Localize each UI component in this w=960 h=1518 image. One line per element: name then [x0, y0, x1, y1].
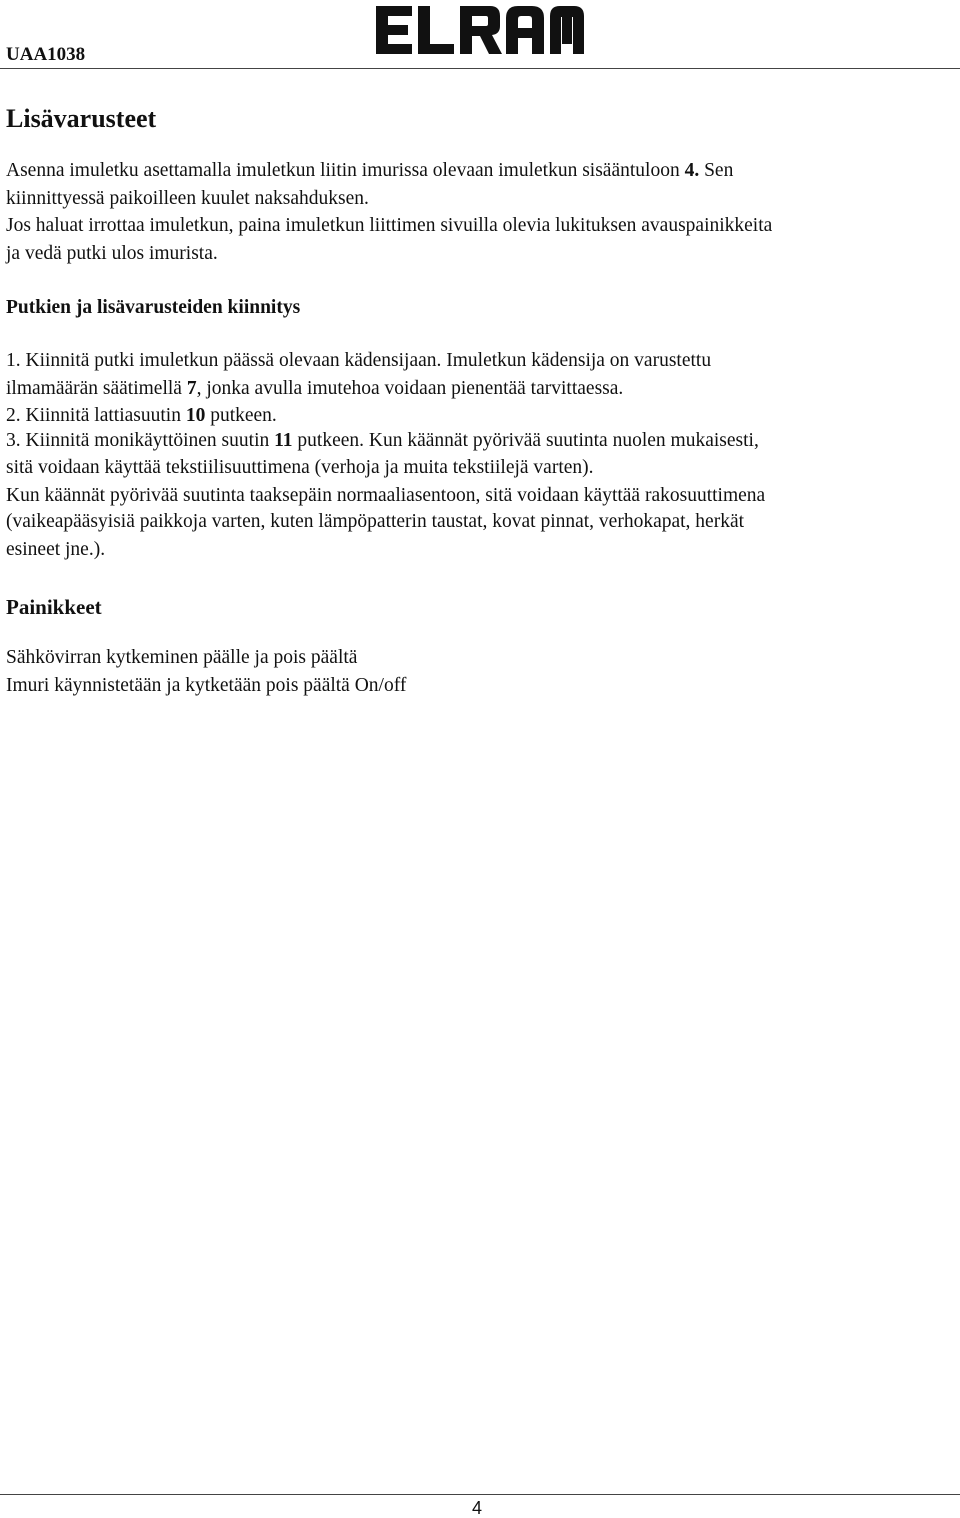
attach-line-6: Kun käännät pyörivää suutinta taaksepäin normaaliasentoon, sitä voidaan käyttää rakosuuttimena [6, 484, 766, 506]
header-divider [0, 68, 960, 69]
attach-instructions [6, 347, 951, 563]
intro-paragraph [6, 157, 951, 267]
attach-line-3: 2. Kiinnitä lattiasuutin 10 putkeen. [6, 405, 277, 426]
page-number: 4 [472, 1498, 483, 1518]
buttons-line-2: Imuri käynnistetään ja kytketään pois päältä On/off [6, 674, 407, 696]
buttons-paragraph [6, 644, 951, 699]
page-title: Lisävarusteet [6, 104, 157, 133]
attach-line-8: esineet jne.). [6, 538, 106, 560]
elram-logo [374, 4, 586, 56]
intro-line-2: kiinnittyessä paikoilleen kuulet naksahduksen. [6, 187, 369, 209]
footer-divider [0, 1494, 960, 1495]
attach-line-5: sitä voidaan käyttää tekstiilisuuttimena (verhoja ja muita tekstiilejä varten). [6, 457, 594, 478]
section-heading-buttons: Painikkeet [6, 595, 102, 619]
attach-line-2: ilmamäärän säätimellä 7, jonka avulla imutehoa voidaan pienentää tarvittaessa. [6, 377, 624, 399]
attach-line-1: 1. Kiinnitä putki imuletkun päässä olevaan kädensijaan. Imuletkun kädensija on varustettu [6, 350, 712, 371]
intro-line-3: Jos haluat irrottaa imuletkun, paina imuletkun liittimen sivuilla olevia lukituksen avauspainikkeita [6, 215, 773, 236]
attach-line-7: (vaikeapääsyisiä paikkoja varten, kuten lämpöpatterin taustat, kovat pinnat, verhokapat, herkät [6, 511, 745, 532]
document-code: UAA1038 [6, 44, 86, 65]
attach-line-4: 3. Kiinnitä monikäyttöinen suutin 11 putkeen. Kun käännät pyörivää suutinta nuolen mukaisesti, [6, 430, 759, 451]
intro-line-4: ja vedä putki ulos imurista. [6, 242, 218, 264]
page-header [0, 0, 960, 72]
section-heading-attach: Putkien ja lisävarusteiden kiinnitys [6, 297, 301, 318]
intro-line-1: Asenna imuletku asettamalla imuletkun liitin imurissa olevaan imuletkun sisääntuloon 4. Sen [6, 160, 734, 181]
buttons-line-1: Sähkövirran kytkeminen päälle ja pois päältä [6, 647, 358, 668]
